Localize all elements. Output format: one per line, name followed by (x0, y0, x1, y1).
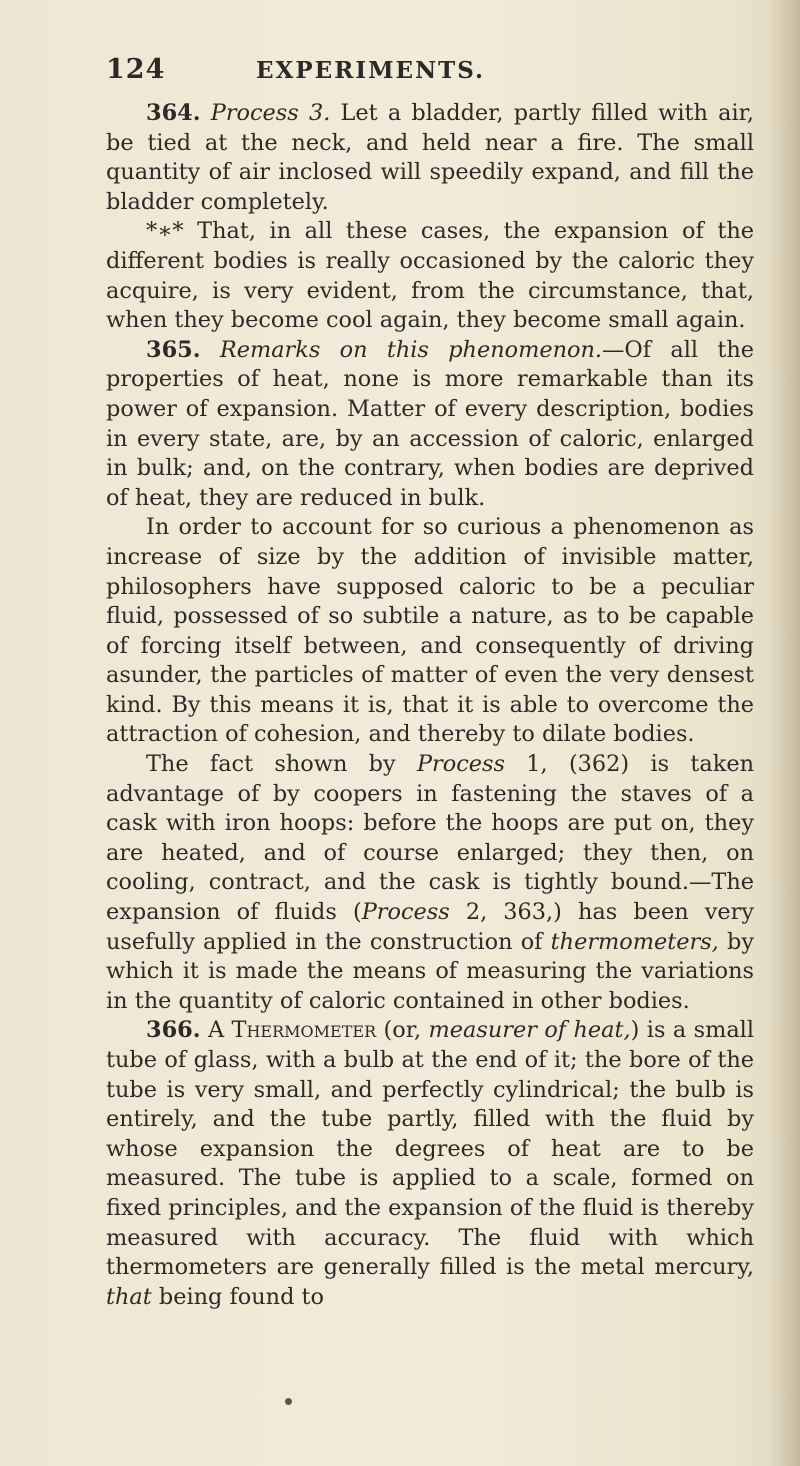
paragraph-text: Let a bladder, partly filled with air, be tied at the neck, and held near a fire. The small quantity of air inclosed will speedily expand, and fill the bladder completely. (106, 100, 754, 215)
text-run: by which it is made the means of measuring the variations in the quantity of caloric contained in other bodies. (106, 928, 754, 1014)
italic-run: measurer of heat, (428, 1017, 631, 1044)
paragraph-365-coopers (106, 750, 754, 1016)
section-label: Remarks on this phenomenon. (219, 336, 603, 363)
section-number: 365. (146, 336, 201, 363)
text-run: (or, (376, 1017, 429, 1044)
paragraph-366 (106, 1016, 754, 1312)
paragraph-365-cont (106, 513, 754, 750)
paragraph-365 (106, 336, 754, 514)
section-number: 364. (146, 100, 201, 126)
small-caps-run: Thermometer (231, 1017, 377, 1044)
running-title: EXPERIMENTS. (256, 57, 486, 84)
section-number: 366. (146, 1017, 201, 1044)
ink-spot-decoration (285, 1398, 292, 1405)
text-run: The fact shown by (146, 751, 417, 778)
text-run: A (207, 1017, 232, 1044)
body-text (106, 99, 754, 1312)
page-edge-shadow (770, 0, 800, 1466)
page-number: 124 (106, 54, 166, 85)
italic-run: thermometers, (550, 928, 719, 955)
paragraph-text: *∗* That, in all these cases, the expansion of the different bodies is really occasioned by the caloric they acquire, is very evident, from the circumstance, that, when they become cool again, they become small again. (106, 218, 754, 334)
italic-run: that (106, 1283, 152, 1310)
running-head (106, 54, 754, 85)
paragraph-text: In order to account for so curious a phenomenon as increase of size by the addition of invisible matter, philosophers have supposed caloric to be a peculiar fluid, possessed of so subtile a nature, as to be capable of forcing itself between, and consequently of driving asunder, the particles of matter of even the very densest kind. By this means it is, that it is able to overcome the attraction of cohesion, and thereby to dilate bodies. (106, 514, 754, 748)
section-label: Process 3. (210, 100, 331, 126)
text-run: ) is a small tube of glass, with a bulb at the end of it; the bore of the tube is very small, and perfectly cylindrical; the bulb is entirely, and the tube partly, filled with the fluid by whose expansion the degrees of heat are to be measured. The tube is applied to a scale, formed on fixed principles, and the expansion of the fluid is thereby measured with accuracy. The fluid with which thermometers are generally filled is the metal mercury, (106, 1017, 754, 1281)
text-run: 2, 363,) has been very usefully applied in the construction of (106, 899, 754, 955)
italic-run: Process (416, 751, 505, 778)
paragraph-note (106, 217, 754, 335)
text-run: being found to (151, 1283, 325, 1310)
text-run: 1, (362) is taken advantage of by coopers in fastening the staves of a cask with iron hoops: before the hoops are put on, they are heated, and of course enlarged; they then, on cooling, contract, and the cask is tightly bound.—The expansion of fluids ( (106, 751, 754, 926)
paragraph-364 (106, 99, 754, 217)
italic-run: Process (361, 899, 450, 926)
paragraph-text: —Of all the properties of heat, none is more remarkable than its power of expansion. Matter of every description, bodies in every state, are, by an accession of caloric, enlarged in bulk; and, on the contrary, when bodies are deprived of heat, they are reduced in bulk. (106, 336, 754, 511)
